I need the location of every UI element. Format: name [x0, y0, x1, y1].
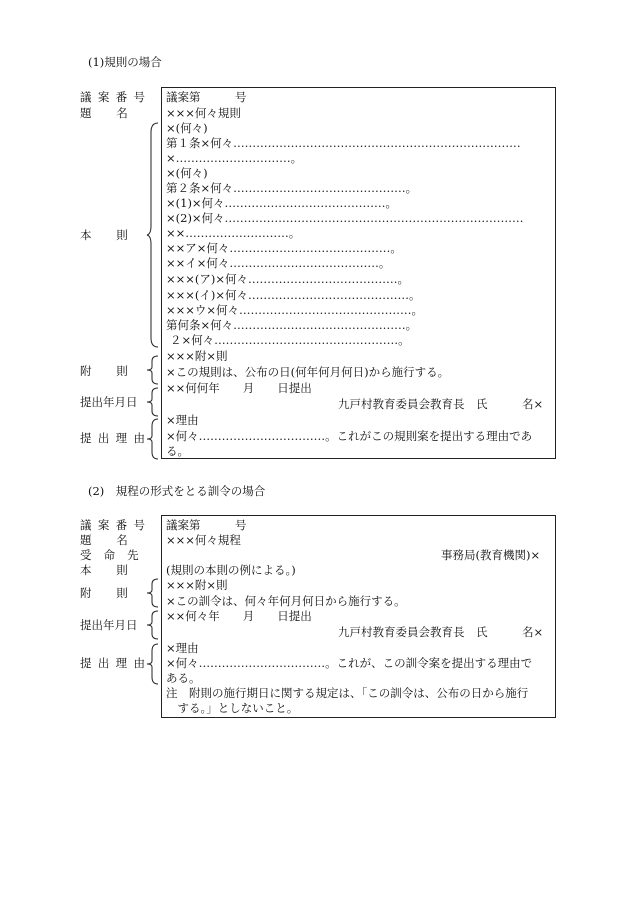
section2-label-reason: 提出理由: [80, 656, 152, 670]
section2-label-title: 題 名: [80, 533, 129, 547]
section2-supplementary-line: ×××附×則: [166, 578, 228, 592]
section1-main-line: 第何条×何々………………………………………。: [166, 318, 418, 332]
section1-submit-date-brace: [146, 387, 160, 417]
section1-supplementary-line: ×××附×則: [166, 349, 228, 363]
section1-title-value: ×××何々規則: [166, 106, 241, 120]
section2-label-main: 本 則: [80, 563, 129, 577]
section2-reason-line: ×理由: [166, 641, 199, 655]
section2-title-value: ×××何々規程: [166, 533, 241, 547]
section1-main-line: ××………………………。: [166, 226, 301, 240]
section2-recipient-value: 事務局(教育機関)×: [441, 548, 541, 562]
section1-heading: (1)規則の場合: [88, 55, 162, 69]
section1-supplementary-line: ×この規則は、公布の日(何年何月何日)から施行する。: [166, 365, 450, 379]
section1-reason-line: ×理由: [166, 413, 199, 427]
section2-reason-line: ×何々……………………………。これが、この訓令案を提出する理由で: [166, 656, 533, 670]
section1-label-bill-number: 議案番号: [80, 90, 152, 104]
section1-submit-date-value: ××何何年 月 日提出: [166, 381, 312, 395]
section1-main-line: 第２条×何々………………………………………。: [166, 181, 418, 195]
section2-submit-date-brace: [146, 610, 160, 640]
section2-submitter: 九戸村教育委員会教育長 氏 名×: [338, 625, 544, 639]
section1-label-supplementary: 附 則: [80, 364, 129, 378]
section2-label-recipient: 受命先: [80, 548, 151, 562]
section1-main-line: ××イ×何々…………………………………。: [166, 256, 391, 270]
section1-main-line: ×(何々): [166, 121, 208, 135]
section2-label-bill-number: 議案番号: [80, 518, 152, 532]
section2-bill-number-value: 議案第 号: [166, 518, 247, 532]
section1-reason-line: ×何々……………………………。これがこの規則案を提出する理由であ: [166, 429, 533, 443]
section2-supplementary-brace: [146, 578, 160, 608]
section1-submitter: 九戸村教育委員会教育長 氏 名×: [338, 397, 544, 411]
section2-reason-brace: [146, 643, 160, 685]
section1-main-line: ××ア×何々……………………………………。: [166, 241, 402, 255]
section2-heading: (2) 規程の形式をとる訓令の場合: [88, 484, 266, 498]
section1-reason-line: る。: [166, 444, 189, 458]
section1-main-line: ×(何々): [166, 166, 208, 180]
section1-label-main: 本 則: [80, 228, 129, 242]
section1-main-line: ×…………………………。: [166, 151, 303, 165]
section2-note-line: する。」としないこと。: [166, 701, 299, 715]
section1-reason-brace: [146, 418, 160, 460]
section2-note-line: 注 附則の施行期日に関する規定は、「この訓令は、公布の日から施行: [166, 686, 529, 700]
section1-main-line: ×××(イ)×何々……………………………………。: [166, 288, 421, 302]
section2-label-submit-date: 提出年月日: [80, 618, 138, 632]
section2-supplementary-line: ×この訓令は、何々年何月何日から施行する。: [166, 594, 406, 608]
section1-main-line: ２×何々…………………………………………。: [170, 333, 410, 347]
section1-label-reason: 提出理由: [80, 431, 152, 445]
section1-main-line: ×(1)×何々……………………………………。: [166, 196, 398, 210]
section1-main-line: 第１条×何々…………………………………………………………………: [166, 136, 521, 150]
section1-main-line: ×(2)×何々……………………………………………………………………: [166, 211, 524, 225]
section1-supplementary-brace: [146, 355, 160, 385]
section2-reason-line: ある。: [166, 671, 201, 685]
section1-label-title: 題 名: [80, 106, 129, 120]
section2-submit-date-value: ××何々年 月 日提出: [166, 609, 312, 623]
section2-label-supplementary: 附 則: [80, 586, 129, 600]
section1-main-brace: [146, 122, 160, 348]
section1-main-line: ×××(ア)×何々…………………………………。: [166, 272, 410, 286]
section1-main-line: ×××ウ×何々………………………………………。: [166, 303, 424, 317]
section1-label-submit-date: 提出年月日: [80, 395, 138, 409]
section1-bill-number-value: 議案第 号: [166, 90, 247, 104]
section2-main-value: (規則の本則の例による。): [166, 563, 296, 577]
